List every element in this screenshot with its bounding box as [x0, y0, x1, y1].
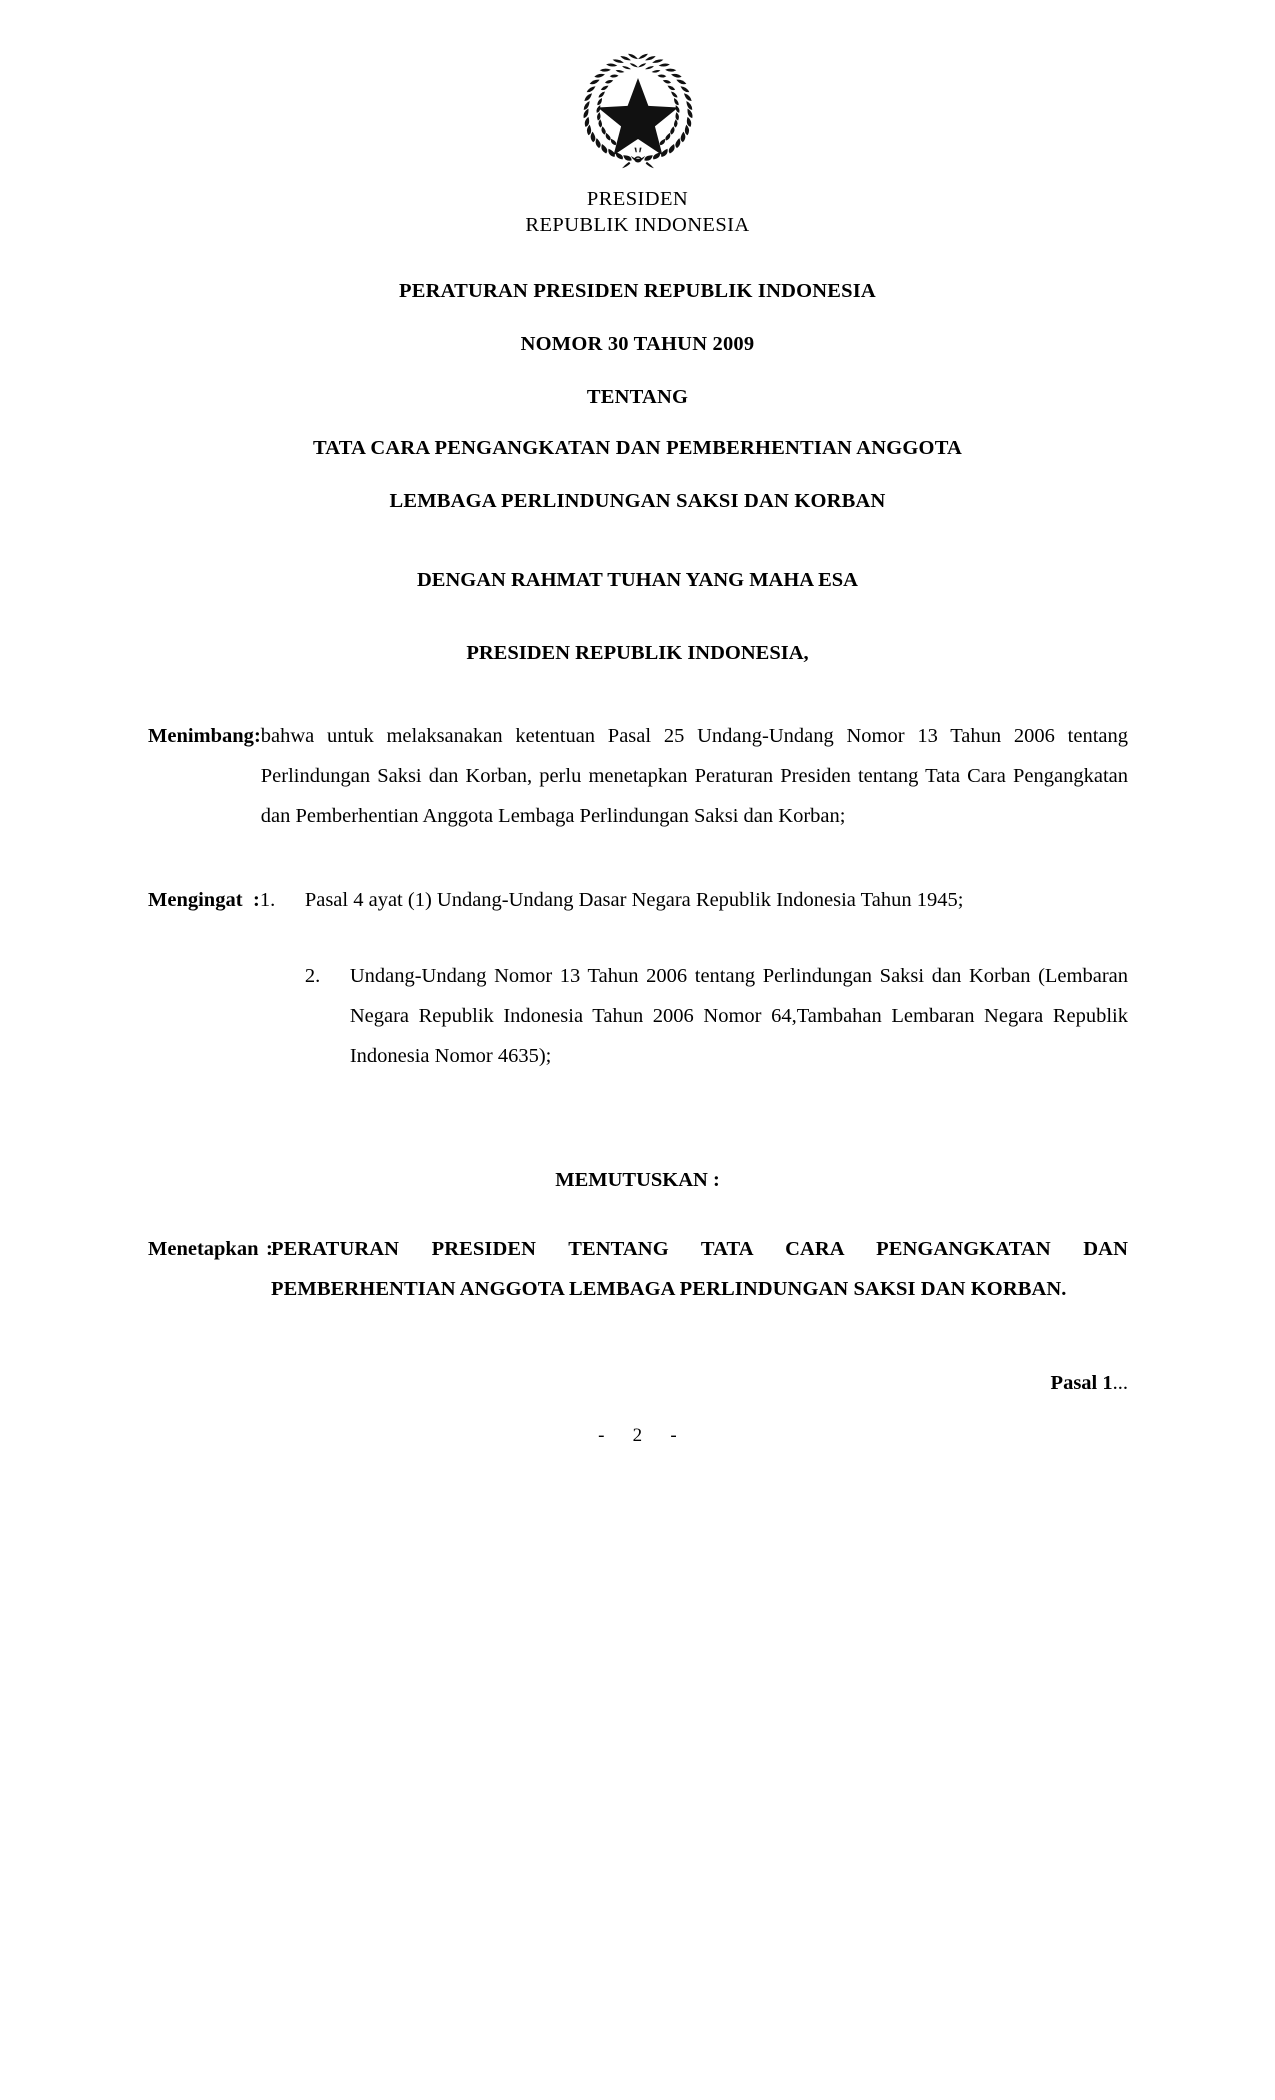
- list-item-text: Undang-Undang Nomor 13 Tahun 2006 tentang Perlindungan Saksi dan Korban (Lembaran Negara Republik Indonesia Tahun 2006 Nomor 64,Tambahan Lembaran Negara Republik Indonesia Nomor 4635);: [349, 965, 1128, 1068]
- title-subject-line-2: LEMBAGA PERLINDUNGAN SAKSI DAN KORBAN: [389, 490, 886, 513]
- page-dash-left: -: [598, 1425, 605, 1447]
- list-item-text: Pasal 4 ayat (1) Undang-Undang Dasar Negara Republik Indonesia Tahun 1945;: [304, 889, 964, 912]
- stipulating-clause: [148, 1230, 1128, 1310]
- document-title-block: [0, 280, 1275, 513]
- list-item-marker: 2.: [304, 965, 321, 988]
- considering-body: [261, 717, 1128, 837]
- decision-clauses: [0, 1230, 1275, 1310]
- next-section-ellipsis: ...: [1112, 1372, 1128, 1395]
- considering-text: bahwa untuk melaksanakan ketentuan Pasal 25 Undang-Undang Nomor 13 Tahun 2006 tentang Perlindungan Saksi dan Korban, perlu menetapkan Peraturan Presiden tentang Tata Cara Pengangkatan dan Pemberhentian Anggota Lembaga Perlindungan Saksi dan Korban;: [260, 725, 1128, 828]
- title-regulation-type: PERATURAN PRESIDEN REPUBLIK INDONESIA: [399, 280, 876, 303]
- title-subject-line-1: TATA CARA PENGANGKATAN DAN PEMBERHENTIAN ANGGOTA: [312, 437, 963, 460]
- invocation-line: DENGAN RAHMAT TUHAN YANG MAHA ESA: [417, 569, 858, 592]
- masthead: [0, 0, 1275, 238]
- considering-colon: :: [253, 725, 261, 748]
- stipulating-text: PERATURAN PRESIDEN TENTANG TATA CARA PENGANGKATAN DAN PEMBERHENTIAN ANGGOTA LEMBAGA PERLINDUNGAN SAKSI DAN KORBAN.: [271, 1238, 1128, 1301]
- masthead-text: [0, 186, 1275, 238]
- stipulating-colon: :: [266, 1238, 273, 1261]
- considering-label: Menimbang: [148, 725, 254, 748]
- page-number: 2: [632, 1425, 643, 1447]
- masthead-line-republik-indonesia: REPUBLIK INDONESIA: [525, 214, 750, 237]
- garuda-star-wreath-emblem: [577, 52, 699, 170]
- list-item: [260, 957, 1128, 1077]
- stipulating-body: [271, 1230, 1128, 1310]
- list-item-marker: 1.: [259, 889, 276, 912]
- next-section-reference: [0, 1372, 1275, 1395]
- title-number-year: NOMOR 30 TAHUN 2009: [520, 333, 755, 356]
- recalling-label: Mengingat: [148, 889, 243, 912]
- recalling-clause: [148, 881, 1128, 1077]
- page-dash-right: -: [670, 1425, 677, 1447]
- page-number-marker: [0, 1425, 1275, 1447]
- stipulating-label: Menetapkan: [148, 1238, 259, 1261]
- list-item: [260, 881, 1128, 921]
- recalling-list: [260, 881, 1128, 1077]
- next-section-label: Pasal 1: [1050, 1372, 1113, 1395]
- title-about-keyword: TENTANG: [586, 386, 689, 409]
- recalling-colon: :: [253, 889, 260, 912]
- authority-line: PRESIDEN REPUBLIK INDONESIA,: [466, 642, 809, 665]
- masthead-line-presiden: PRESIDEN: [586, 188, 689, 210]
- considering-clause: [148, 717, 1128, 837]
- decision-heading: MEMUTUSKAN :: [555, 1169, 720, 1192]
- preamble-clauses: [0, 717, 1275, 1077]
- recalling-body: [260, 881, 1128, 1077]
